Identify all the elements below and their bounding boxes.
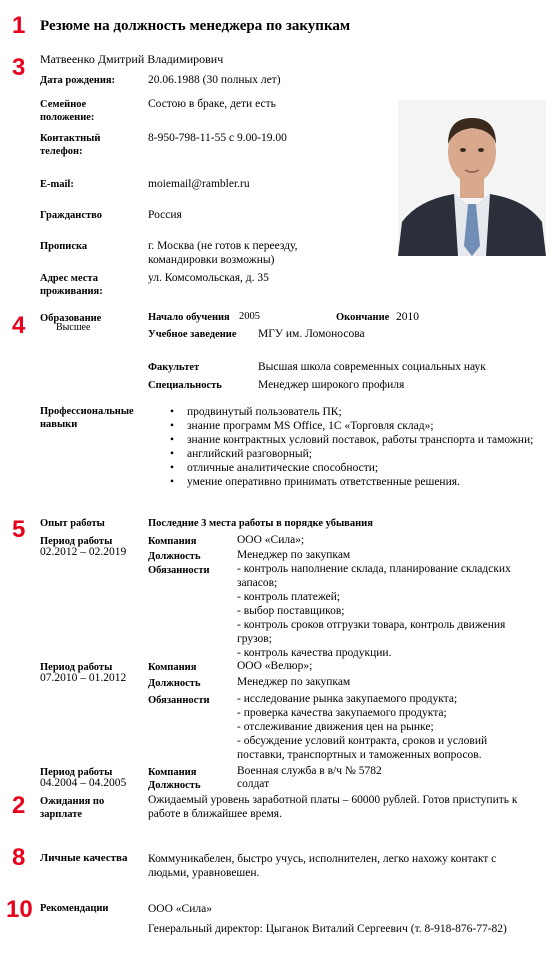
- faculty-label: Факультет: [148, 362, 200, 373]
- period-label: Период работы: [40, 536, 113, 547]
- position-label: Должность: [148, 678, 201, 689]
- candidate-name: Матвеенко Дмитрий Владимирович: [40, 52, 224, 66]
- faculty-value: Высшая школа современных социальных наук: [258, 361, 486, 373]
- list-item: • продвинутый пользователь ПК;: [170, 405, 533, 419]
- period-label: Период работы: [40, 662, 113, 673]
- edu-end-value: 2010: [396, 311, 419, 323]
- phone-label: Контактный телефон:: [40, 133, 101, 157]
- position-label: Должность: [148, 551, 201, 562]
- skills-list: [170, 405, 533, 489]
- email-label: E-mail:: [40, 179, 74, 190]
- citizenship-label: Гражданство: [40, 210, 103, 221]
- period-label: Период работы: [40, 767, 113, 778]
- duties-list: - исследование рынка закупаемого продукта; - проверка качества закупаемого продукта; - отслеживание движения цен на рынке; - обсуждение условий контракта, сроков и условий поставки, транспортных и таможенных вопросов.: [237, 693, 488, 761]
- institution-value: МГУ им. Ломоносова: [258, 328, 365, 340]
- position-value: солдат: [237, 778, 270, 790]
- registration-label: Прописка: [40, 241, 88, 252]
- company-value: ООО «Сила»;: [237, 534, 305, 546]
- marker-5: 5: [12, 516, 26, 543]
- person-portrait-icon: [398, 100, 546, 256]
- salary-label: Ожидания по зарплате: [40, 796, 105, 820]
- phone-value: 8-950-798-11-55 с 9.00-19.00: [148, 132, 287, 144]
- list-item: • отличные аналитические способности;: [170, 461, 533, 475]
- duties-label: Обязанности: [148, 695, 210, 706]
- marker-1: 1: [12, 12, 26, 39]
- company-value: ООО «Велюр»;: [237, 660, 313, 672]
- experience-label: Опыт работы: [40, 518, 105, 529]
- marker-8: 8: [12, 844, 26, 871]
- registration-value: г. Москва (не готов к переезду, командировки возможны): [148, 240, 298, 266]
- duties-list: - контроль наполнение склада, планирование складских запасов; - контроль платежей; - выбор поставщиков; - контроль сроков отгрузки товара, контроль движения грузов; - контроль качества продукции.: [237, 563, 511, 659]
- company-label: Компания: [148, 767, 197, 778]
- family-label: Семейное положение:: [40, 99, 95, 123]
- references-contact: Генеральный директор: Цыганок Виталий Сергеевич (т. 8-918-876-77-82): [148, 923, 507, 935]
- citizenship-value: Россия: [148, 209, 182, 221]
- marker-10: 10: [6, 896, 33, 923]
- list-item: • английский разговорный;: [170, 447, 533, 461]
- references-company: ООО «Сила»: [148, 903, 212, 915]
- specialty-label: Специальность: [148, 380, 222, 391]
- candidate-photo: [398, 100, 546, 256]
- company-label: Компания: [148, 536, 197, 547]
- company-value: Военная служба в в/ч № 5782: [237, 765, 382, 777]
- birth-label: Дата рождения:: [40, 75, 116, 86]
- edu-start-value: 2005: [239, 311, 260, 322]
- resume-title: Резюме на должность менеджера по закупкам: [40, 18, 351, 34]
- references-label: Рекомендации: [40, 903, 109, 914]
- family-value: Состою в браке, дети есть: [148, 98, 276, 110]
- period-value: 07.2010 – 01.2012: [40, 672, 127, 684]
- position-value: Менеджер по закупкам: [237, 549, 351, 561]
- list-item: • умение оперативно принимать ответственные решения.: [170, 475, 533, 489]
- skills-label: Профессиональные навыки: [40, 406, 134, 430]
- period-value: 02.2012 – 02.2019: [40, 546, 127, 558]
- position-label: Должность: [148, 780, 201, 791]
- position-value: Менеджер по закупкам: [237, 676, 351, 688]
- education-level: Высшее: [56, 322, 91, 333]
- edu-end-label: Окончание: [336, 312, 390, 323]
- edu-start-label: Начало обучения: [148, 312, 230, 323]
- list-item: • знание программ MS Office, 1С «Торговля склад»;: [170, 419, 533, 433]
- salary-value: Ожидаемый уровень заработной платы – 60000 рублей. Готов приступить к работе в ближайшее время.: [148, 794, 518, 820]
- list-item: • знание контрактных условий поставок, работы транспорта и таможни;: [170, 433, 533, 447]
- address-label: Адрес места проживания:: [40, 273, 103, 297]
- duties-label: Обязанности: [148, 565, 210, 576]
- marker-3: 3: [12, 54, 26, 81]
- specialty-value: Менеджер широкого профиля: [258, 379, 405, 391]
- qualities-label: Личные качества: [40, 852, 128, 864]
- address-value: ул. Комсомольская, д. 35: [148, 272, 269, 284]
- birth-value: 20.06.1988 (30 полных лет): [148, 74, 281, 86]
- marker-4: 4: [12, 312, 26, 339]
- institution-label: Учебное заведение: [148, 329, 237, 340]
- education-label: Образование: [40, 313, 102, 324]
- qualities-value: Коммуникабелен, быстро учусь, исполнителен, легко нахожу контакт с людьми, уравновешен.: [148, 853, 497, 879]
- email-value[interactable]: moiemail@rambler.ru: [148, 178, 250, 190]
- experience-heading: Последние 3 места работы в порядке убывания: [148, 518, 373, 529]
- period-value: 04.2004 – 04.2005: [40, 777, 127, 789]
- marker-2: 2: [12, 792, 26, 819]
- company-label: Компания: [148, 662, 197, 673]
